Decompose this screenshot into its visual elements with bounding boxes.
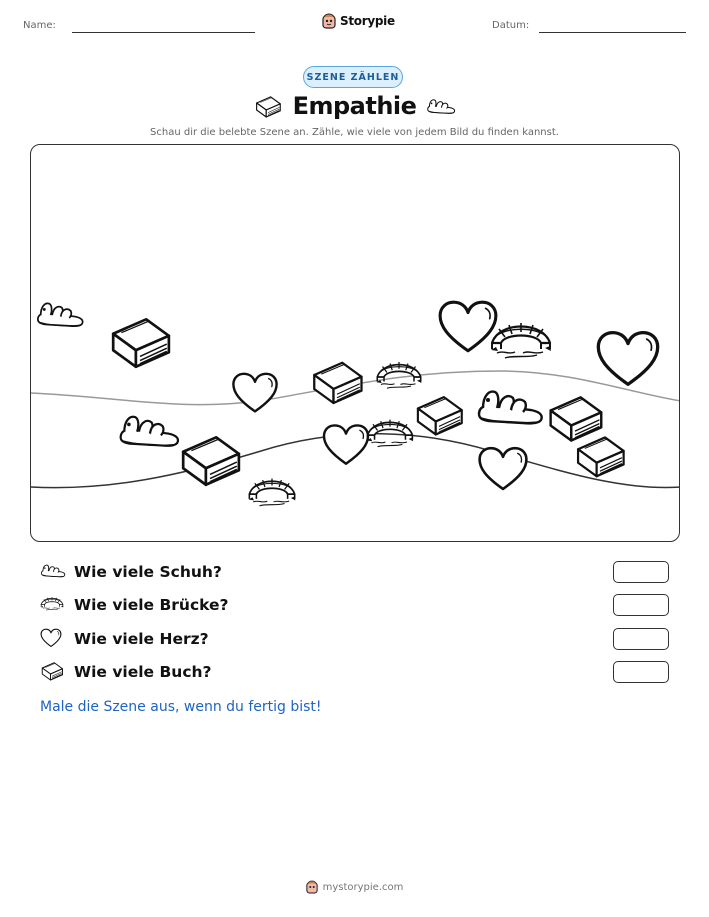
heart-figure: [440, 302, 496, 351]
sandal-figure: [121, 417, 178, 446]
bridge-figure: [249, 479, 296, 506]
book-figure: [551, 397, 602, 440]
heart-figure: [324, 425, 368, 463]
page-subtitle: Schau dir die belebte Szene an. Zähle, wie viele von jedem Bild du finden kannst.: [150, 127, 559, 138]
date-label: Datum:: [492, 20, 530, 31]
book-figure: [314, 363, 361, 403]
question-row-book: [40, 661, 670, 685]
sandal-icon: [426, 96, 456, 115]
bridge-figure: [377, 362, 422, 388]
footer-site[interactable]: mystorypie.com: [322, 881, 404, 893]
heart-figure: [233, 374, 276, 412]
heart-icon: [40, 628, 62, 648]
sandal-figure: [479, 392, 542, 424]
answer-box-bridge[interactable]: [613, 594, 669, 616]
sandal-icon: [40, 561, 66, 579]
brand-name: Storypie: [340, 14, 395, 28]
question-row-shoe: [40, 561, 670, 585]
book-figure: [578, 437, 624, 476]
question-text: Wie viele Schuh?: [74, 563, 222, 581]
bridge-icon: [40, 594, 64, 612]
sandal-figure: [38, 303, 83, 326]
question-row-heart: [40, 628, 670, 652]
scene-canvas: [31, 145, 680, 542]
heart-figure: [598, 333, 657, 385]
answer-box-heart[interactable]: [613, 628, 669, 650]
heart-figure: [480, 448, 527, 489]
name-line[interactable]: [72, 32, 255, 33]
pie-mascot-icon: [306, 880, 318, 894]
brand-logo: [322, 13, 395, 29]
date-line[interactable]: [539, 32, 686, 33]
question-row-bridge: [40, 594, 670, 618]
book-figure: [113, 319, 169, 366]
category-badge: SZENE ZÄHLEN: [303, 66, 403, 88]
pie-mascot-icon: [322, 13, 336, 29]
question-text: Wie viele Buch?: [74, 663, 212, 681]
page-title: Empathie: [292, 92, 417, 120]
book-icon: [40, 661, 64, 681]
bridge-figure: [491, 323, 551, 358]
footer: [0, 880, 709, 894]
coloring-instruction: Male die Szene aus, wenn du fertig bist!: [40, 699, 322, 715]
book-figure: [418, 397, 462, 434]
name-label: Name:: [23, 20, 56, 31]
question-text: Wie viele Brücke?: [74, 596, 229, 614]
answer-box-book[interactable]: [613, 661, 669, 683]
bridge-figure: [367, 420, 413, 447]
answer-box-shoe[interactable]: [613, 561, 669, 583]
book-figure: [183, 437, 239, 484]
counting-scene: [30, 144, 680, 542]
question-text: Wie viele Herz?: [74, 630, 209, 648]
